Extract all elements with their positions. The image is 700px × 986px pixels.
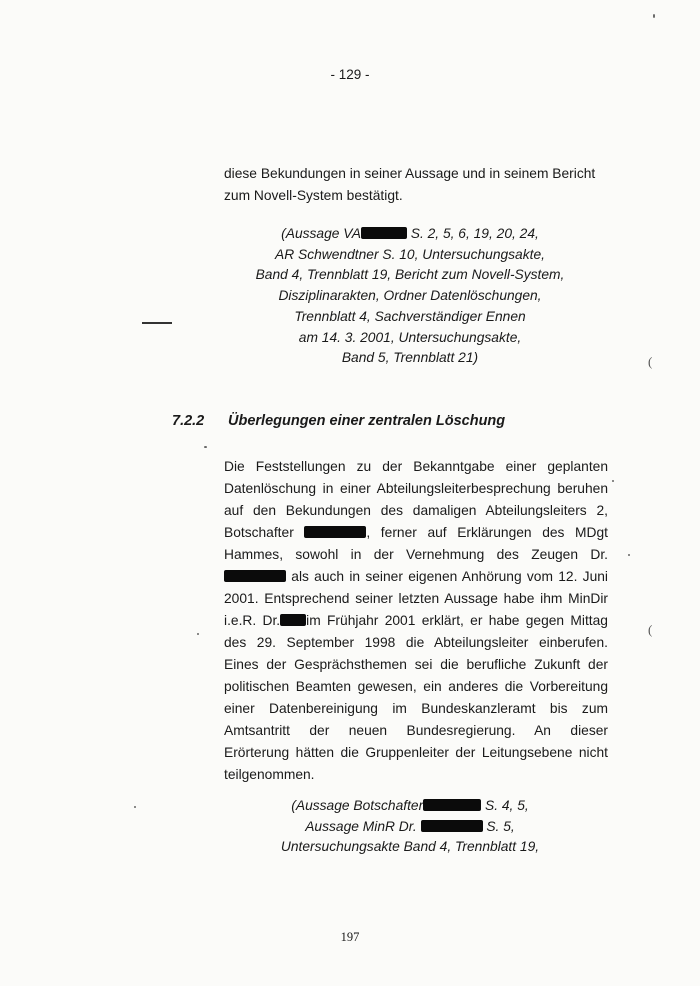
text-line: Hammes, sowohl in der Vernehmung des Zeugen Dr. — [224, 547, 608, 562]
citation-line: Disziplinarakten, Ordner Datenlöschungen, — [278, 288, 542, 304]
scan-mark: ( — [648, 354, 653, 369]
text-line: teilgenommen. — [224, 767, 315, 782]
scan-mark: ( — [648, 622, 653, 637]
citation-line: (Aussage Botschafter S. 4, 5, — [291, 798, 529, 813]
section-number: 7.2.2 — [172, 413, 205, 429]
redaction-bar — [224, 570, 286, 582]
margin-mark — [142, 322, 172, 324]
section-heading — [172, 413, 505, 429]
text-line: diese Bekundungen in seiner Aussage und in seinem Bericht — [224, 166, 596, 181]
redaction-bar — [423, 799, 481, 811]
text-line: zum Novell-System bestätigt. — [224, 188, 403, 203]
citation-line: am 14. 3. 2001, Untersuchungsakte, — [298, 329, 522, 345]
redaction-bar — [304, 526, 366, 538]
citation-line: (Aussage VA S. 2, 5, 6, 19, 20, 24, — [281, 226, 539, 241]
text-line: als auch in seiner eigenen Anhörung vom 12. Juni — [224, 566, 608, 588]
text-line: 2001. Entsprechend seiner letzten Aussage habe ihm MinDir — [224, 591, 608, 606]
text-line: des 29. September 1998 die Abteilungsleiter einberufen. — [224, 635, 608, 650]
redaction-bar — [361, 227, 407, 239]
scan-speck — [204, 446, 207, 448]
text-line: Eines der Gesprächsthemen sei die berufliche Zukunft der — [224, 657, 608, 672]
scan-speck — [653, 14, 655, 18]
citation-line: AR Schwendtner S. 10, Untersuchungsakte, — [275, 246, 545, 262]
text-line: Amtsantritt der neuen Bundesregierung. An dieser — [224, 723, 608, 738]
page-number-top: - 129 - — [330, 67, 370, 82]
text-line: politischen Beamten gewesen, ein anderes die Vorbereitung — [224, 679, 608, 694]
text-line: Die Feststellungen zu der Bekanntgabe einer geplanten — [224, 459, 608, 474]
redaction-bar — [421, 820, 483, 832]
citation-line: Band 4, Trennblatt 19, Bericht zum Novell-System, — [255, 267, 565, 283]
citation-line: Band 5, Trennblatt 21) — [341, 350, 479, 366]
citation-block-2 — [240, 796, 580, 858]
text-line: Datenlöschung in einer Abteilungsleiterbesprechung beruhen — [224, 481, 608, 496]
paragraph-continuation — [224, 163, 595, 207]
paragraph-main — [224, 456, 608, 786]
text-line: einer Datenbereinigung im Bundeskanzleramt bis zum — [224, 701, 608, 716]
text-line: i.e.R. Dr. im Frühjahr 2001 erklärt, er habe gegen Mittag — [224, 613, 608, 628]
citation-line: Untersuchungsakte Band 4, Trennblatt 19, — [280, 839, 540, 855]
scan-speck — [628, 554, 630, 556]
citation-line: Aussage MinR Dr. S. 5, — [305, 818, 515, 834]
scan-speck — [134, 806, 136, 808]
text-line: Botschafter , ferner auf Erklärungen des MDgt — [224, 525, 608, 540]
scan-speck — [197, 633, 199, 635]
citation-line: Trennblatt 4, Sachverständiger Ennen — [294, 308, 526, 324]
text-line: auf den Bekundungen des damaligen Abteilungsleiters 2, — [224, 503, 608, 518]
page-number-bottom: 197 — [340, 930, 360, 944]
scan-speck — [612, 480, 614, 482]
redaction-bar — [280, 614, 306, 626]
section-title: Überlegungen einer zentralen Löschung — [228, 413, 506, 429]
citation-block-1 — [240, 224, 580, 369]
text-line: Erörterung hätten die Gruppenleiter der Leitungsebene nicht — [224, 745, 608, 760]
